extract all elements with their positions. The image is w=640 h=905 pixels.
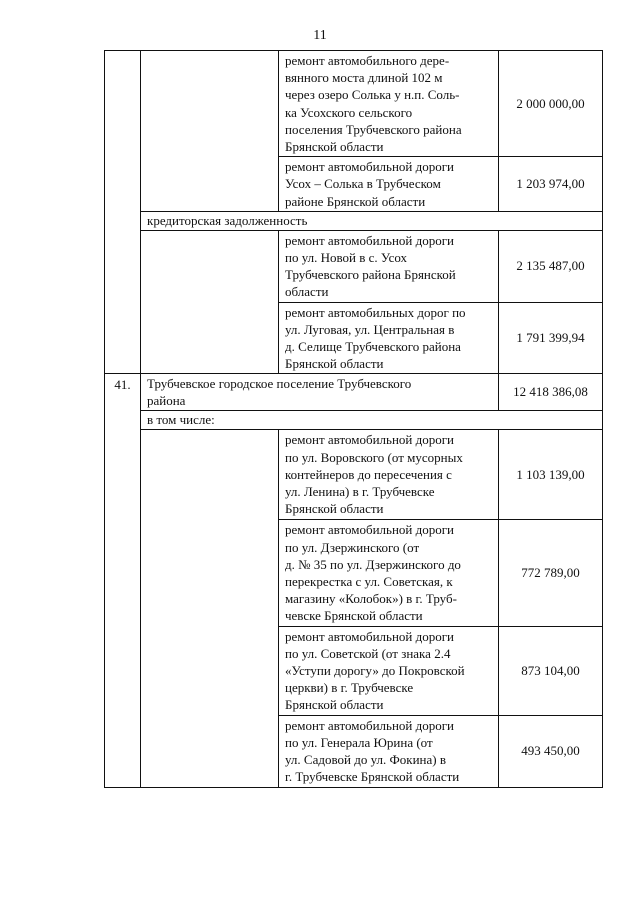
including-label: в том числе: (141, 411, 603, 430)
entry-name: Трубчевское городское поселение Трубчевского района (147, 376, 412, 409)
amount-cell (499, 302, 603, 374)
amount-value: 873 104,00 (521, 662, 580, 678)
table-row (105, 230, 603, 302)
work-description-cell (279, 520, 499, 626)
section-label-row (105, 411, 603, 430)
amount-value: 2 000 000,00 (516, 95, 585, 111)
work-description-cell (279, 157, 499, 212)
entry-row-41 (105, 374, 603, 411)
amount-cell (499, 51, 603, 157)
work-description-cell (279, 715, 499, 787)
budget-table (104, 50, 603, 788)
number-cell (105, 51, 141, 374)
work-description: ремонт автомобильной дороги по ул. Генерала Юрина (от ул. Садовой до ул. Фокина) в г. Трубчевске Брянской области (285, 717, 460, 785)
amount-value: 772 789,00 (521, 565, 580, 581)
amount-value: 1 103 139,00 (516, 466, 585, 482)
amount-cell (499, 230, 603, 302)
work-description: ремонт автомобильной дороги по ул. Новой в с. Усох Трубчевского района Брянской области (285, 232, 456, 300)
amount-cell (499, 157, 603, 212)
entry-name-cell (141, 374, 499, 411)
name-cell (141, 430, 279, 787)
entry-total: 12 418 386,08 (513, 384, 588, 400)
name-cell (141, 230, 279, 374)
entry-total-cell (499, 374, 603, 411)
amount-cell (499, 520, 603, 626)
work-description: ремонт автомобильного дере- вянного моста длиной 102 м через озеро Солька у н.п. Соль- ка Усохского сельского поселения Трубчевского района Брянской области (285, 53, 462, 155)
work-description: ремонт автомобильной дороги по ул. Дзержинского (от д. № 35 по ул. Дзержинского до перекрестка с ул. Советская, к магазину «Колобок») в г. Труб- чевске Брянской области (285, 522, 461, 624)
page-number: 11 (313, 28, 327, 43)
amount-cell (499, 626, 603, 715)
work-description-cell (279, 230, 499, 302)
work-description-cell (279, 302, 499, 374)
work-description-cell (279, 626, 499, 715)
work-description: ремонт автомобильной дороги Усох – Солька в Трубческом районе Брянской области (285, 159, 455, 209)
amount-value: 1 791 399,94 (516, 330, 585, 346)
table-row (105, 51, 603, 157)
amount-cell (499, 715, 603, 787)
amount-value: 1 203 974,00 (516, 176, 585, 192)
work-description-cell (279, 51, 499, 157)
work-description-cell (279, 430, 499, 520)
amount-value: 493 450,00 (521, 743, 580, 759)
name-cell (141, 51, 279, 212)
section-label-row (105, 211, 603, 230)
amount-value: 2 135 487,00 (516, 258, 585, 274)
entry-number: 41. (105, 374, 141, 787)
work-description: ремонт автомобильной дороги по ул. Воровского (от мусорных контейнеров до пересечения с ул. Ленина) в г. Трубчевске Брянской области (285, 432, 463, 517)
work-description: ремонт автомобильных дорог по ул. Луговая, ул. Центральная в д. Селище Трубчевского района Брянской области (285, 304, 466, 372)
creditor-debt-label: кредиторская задолженность (141, 211, 603, 230)
amount-cell (499, 430, 603, 520)
table-row (105, 430, 603, 520)
work-description: ремонт автомобильной дороги по ул. Советской (от знака 2.4 «Уступи дорогу» до Покровской церкви) в г. Трубчевске Брянской области (285, 628, 465, 713)
